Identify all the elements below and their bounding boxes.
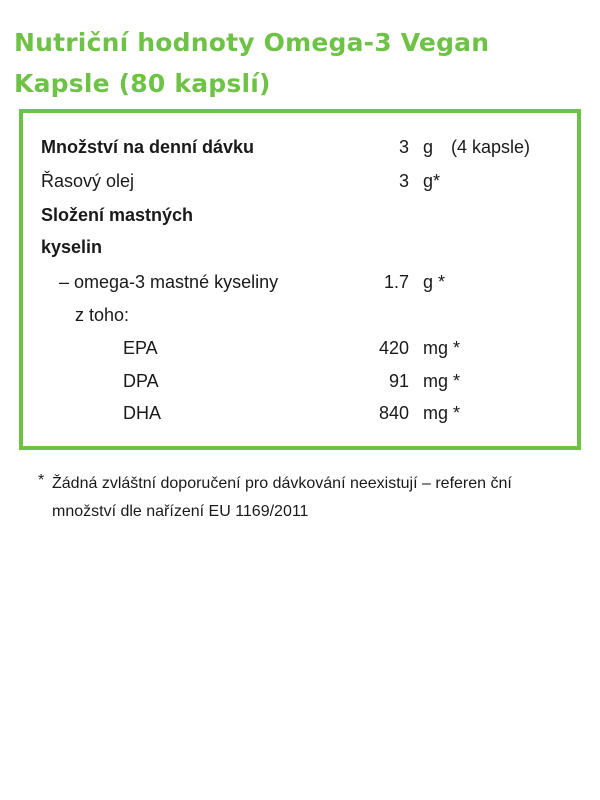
row-value: 420 xyxy=(378,338,409,358)
table-row-omega3 xyxy=(23,266,577,298)
table-row-fatty-acids-heading-cont xyxy=(23,231,577,263)
page-title: Nutriční hodnoty Omega-3 Vegan Kapsle (80 kapslí) xyxy=(14,28,490,98)
footnote xyxy=(38,470,578,526)
row-label: Řasový olej xyxy=(41,171,135,191)
row-value: 3 xyxy=(398,137,409,157)
row-label: Množství na denní dávku xyxy=(41,137,255,157)
table-row-daily-dose xyxy=(23,131,577,163)
footnote-asterisk: * xyxy=(38,472,45,489)
row-value: 91 xyxy=(388,371,409,391)
row-unit: g* xyxy=(423,171,441,191)
footnote-text: Žádná zvláštní doporučení pro dávkování neexistují – referen ční množství dle nařízení EU 1169/2011 xyxy=(52,475,512,520)
row-label: Složení mastných xyxy=(41,205,194,225)
row-value: 3 xyxy=(398,171,409,191)
row-label: DHA xyxy=(123,403,162,423)
nutrition-table xyxy=(19,109,581,450)
row-unit: mg * xyxy=(423,371,461,391)
row-label: kyselin xyxy=(41,237,103,257)
table-row-of-which xyxy=(23,299,577,331)
row-label: – omega-3 mastné kyseliny xyxy=(59,272,279,292)
table-row-algae-oil xyxy=(23,165,577,197)
row-label: z toho: xyxy=(75,305,130,325)
row-unit: mg * xyxy=(423,338,461,358)
table-row-dpa xyxy=(23,365,577,397)
row-unit: g * xyxy=(423,272,446,292)
row-value: 1.7 xyxy=(383,272,409,292)
row-unit: g xyxy=(423,137,434,157)
table-row-dha xyxy=(23,397,577,429)
row-label: EPA xyxy=(123,338,158,358)
row-note: (4 kapsle) xyxy=(451,137,531,157)
table-row-epa xyxy=(23,332,577,364)
row-label: DPA xyxy=(123,371,159,391)
table-row-fatty-acids-heading xyxy=(23,199,577,231)
row-value: 840 xyxy=(378,403,409,423)
row-unit: mg * xyxy=(423,403,461,423)
